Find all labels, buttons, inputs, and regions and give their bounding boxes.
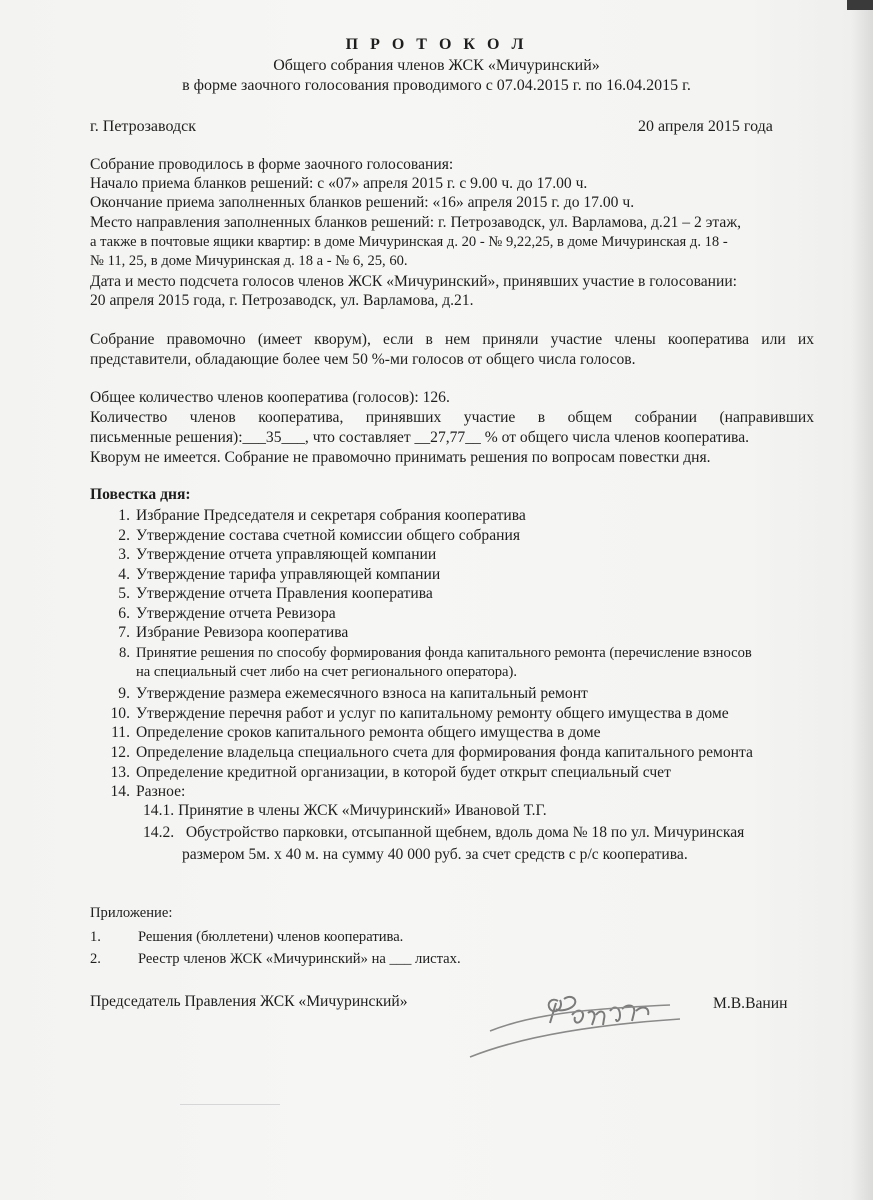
info-line: Место направления заполненных бланков решений: г. Петрозаводск, ул. Варламова, д.21 – 2 этаж, bbox=[90, 214, 741, 231]
info-line: 20 апреля 2015 года, г. Петрозаводск, ул. Варламова, д.21. bbox=[90, 292, 474, 309]
info-line: а также в почтовые ящики квартир: в доме Мичуринская д. 20 - № 9,22,25, в доме Мичуринская д. 18 - bbox=[90, 234, 728, 250]
agenda-subitem-continuation: размером 5м. х 40 м. на сумму 40 000 руб. за счет средств с р/с кооператива. bbox=[182, 846, 688, 863]
signatory-position: Председатель Правления ЖСК «Мичуринский» bbox=[90, 993, 408, 1010]
agenda-item: 8. Принятие решения по способу формирования фонда капитального ремонта (перечисление взносов bbox=[119, 645, 752, 661]
info-line: № 11, 25, в доме Мичуринская д. 18 а - № 6, 25, 60. bbox=[90, 253, 408, 269]
agenda-item: 10. Утверждение перечня работ и услуг по капитальному ремонту общего имущества в доме bbox=[110, 705, 729, 722]
info-line: Начало приема бланков решений: с «07» апреля 2015 г. с 9.00 ч. до 17.00 ч. bbox=[90, 175, 588, 192]
appendix-heading: Приложение: bbox=[90, 905, 173, 921]
total-members: Общее количество членов кооператива (голосов): 126. bbox=[90, 389, 450, 406]
place: г. Петрозаводск bbox=[90, 118, 197, 135]
quorum-rule-line: Собрание правомочно (имеет кворум), если в нем приняли участие члены кооператива или их bbox=[90, 331, 814, 348]
handwritten-signature-icon bbox=[460, 975, 700, 1065]
agenda-item: 1. Избрание Председателя и секретаря собрания кооператива bbox=[118, 507, 526, 524]
scan-corner-mark bbox=[847, 0, 873, 10]
quorum-rule-line: представители, обладающие более чем 50 %-ми голосов от общего числа голосов. bbox=[90, 351, 636, 368]
document-subtitle-2: в форме заочного голосования проводимого с 07.04.2015 г. по 16.04.2015 г. bbox=[182, 77, 691, 94]
agenda-item: 6. Утверждение отчета Ревизора bbox=[118, 605, 336, 622]
info-line: Дата и место подсчета голосов членов ЖСК «Мичуринский», принявших участие в голосовании: bbox=[90, 273, 738, 290]
agenda-subitem: 14.2. Обустройство парковки, отсыпанной щебнем, вдоль дома № 18 по ул. Мичуринская bbox=[143, 824, 745, 841]
document-subtitle-1: Общего собрания членов ЖСК «Мичуринский» bbox=[273, 57, 600, 74]
agenda-item: 12. Определение владельца специального счета для формирования фонда капитального ремонта bbox=[110, 744, 753, 761]
agenda-item: 14. Разное: bbox=[110, 783, 186, 800]
faint-line bbox=[180, 1104, 280, 1105]
agenda-item: 3. Утверждение отчета управляющей компании bbox=[118, 546, 437, 563]
agenda-heading: Повестка дня: bbox=[90, 486, 191, 503]
participants-line: Количество членов кооператива, принявших участие в общем собрании (направивших bbox=[90, 409, 814, 426]
agenda-item: 9. Утверждение размера ежемесячного взноса на капитальный ремонт bbox=[118, 685, 588, 702]
agenda-item: 13. Определение кредитной организации, в которой будет открыт специальный счет bbox=[110, 764, 671, 781]
participants-line: письменные решения):___35___, что составляет __27,77__ % от общего числа членов кооператива. bbox=[90, 429, 750, 446]
page-edge-shadow bbox=[851, 0, 873, 1200]
signatory-name: М.В.Ванин bbox=[713, 995, 788, 1012]
info-line: Окончание приема заполненных бланков решений: «16» апреля 2015 г. до 17.00 ч. bbox=[90, 194, 635, 211]
agenda-item-continuation: на специальный счет либо на счет регионального оператора). bbox=[136, 664, 518, 680]
agenda-item: 7. Избрание Ревизора кооператива bbox=[118, 624, 349, 641]
document-title: П Р О Т О К О Л bbox=[345, 36, 528, 53]
agenda-item: 4. Утверждение тарифа управляющей компании bbox=[118, 566, 441, 583]
agenda-subitem: 14.1. Принятие в члены ЖСК «Мичуринский» Ивановой Т.Г. bbox=[143, 802, 547, 819]
date: 20 апреля 2015 года bbox=[638, 118, 773, 135]
quorum-result: Кворум не имеется. Собрание не правомочно принимать решения по вопросам повестки дня. bbox=[90, 449, 711, 466]
agenda-item: 2. Утверждение состава счетной комиссии общего собрания bbox=[118, 527, 521, 544]
appendix-item: 2. Реестр членов ЖСК «Мичуринский» на ___ листах. bbox=[90, 951, 461, 967]
appendix-item: 1. Решения (бюллетени) членов кооператива. bbox=[90, 929, 404, 945]
info-line: Собрание проводилось в форме заочного голосования: bbox=[90, 156, 454, 173]
agenda-item: 11. Определение сроков капитального ремонта общего имущества в доме bbox=[111, 724, 601, 741]
agenda-item: 5. Утверждение отчета Правления кооператива bbox=[118, 585, 433, 602]
